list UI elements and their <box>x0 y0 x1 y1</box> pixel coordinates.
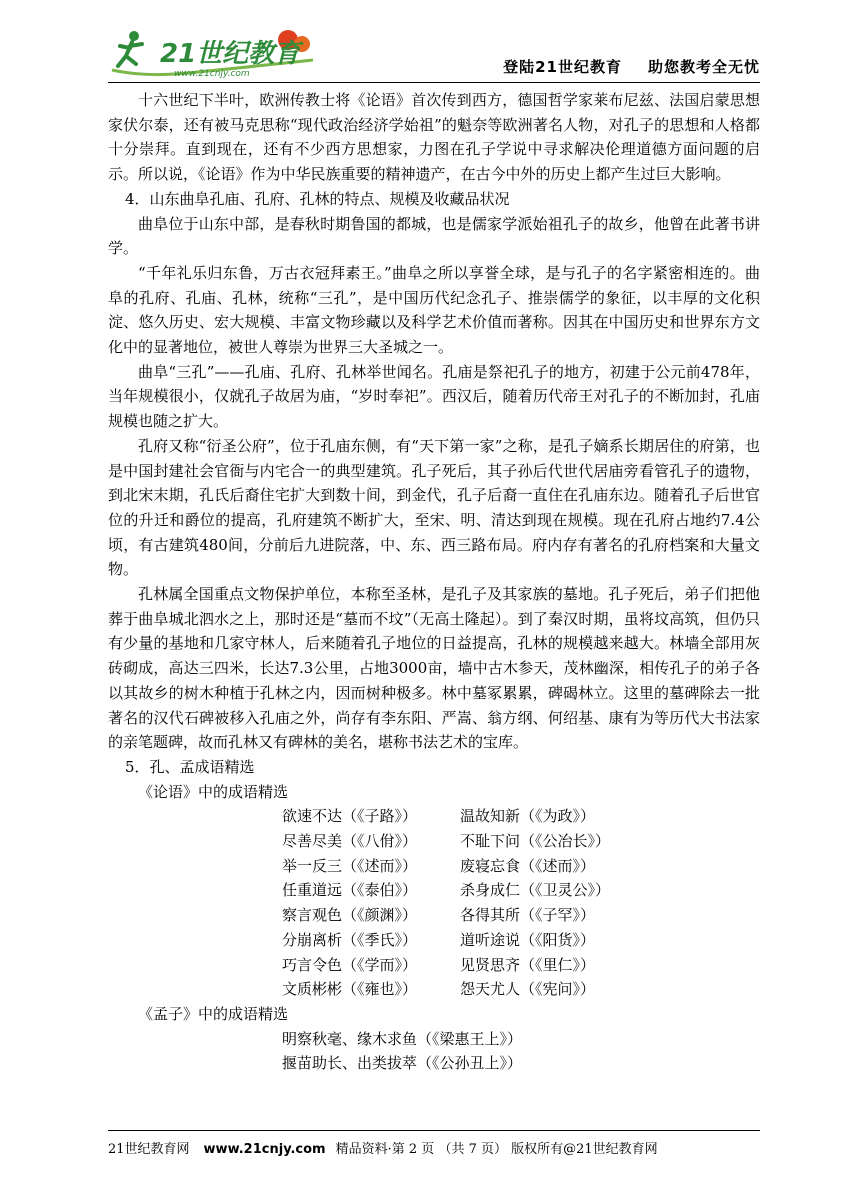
runner-head-icon <box>129 31 139 41</box>
logo-text: 21世纪教育 <box>160 39 301 69</box>
idiom-item: 欲速不达（《子路》） <box>282 807 418 826</box>
idiom-item: 巧言令色（《学而》） <box>282 955 418 974</box>
mengzi-idiom-item: 明察秋毫、缘木求鱼（《梁惠王上》） <box>282 1029 523 1048</box>
idiom-item: 尽善尽美（《八佾》） <box>282 832 418 851</box>
idiom-item: 分崩离析（《季氏》） <box>282 930 418 949</box>
page-header <box>108 26 760 82</box>
paragraph-qufu-location: 曲阜位于山东中部，是春秋时期鲁国的都城，也是儒家学派始祖孔子的故乡，他曾在此著书讲学。 <box>108 214 760 258</box>
idiom-row <box>282 878 760 903</box>
logo-url: www.21cnjy.com <box>174 69 250 79</box>
idiom-item: 举一反三（《述而》） <box>282 856 418 875</box>
idiom-row <box>282 829 760 854</box>
site-logo[interactable] <box>108 26 328 82</box>
paragraph-three-kong: “千年礼乐归东鲁，万古衣冠拜素王。”曲阜之所以享誉全球，是与孔子的名字紧密相连的。曲阜的孔府、孔庙、孔林，统称“三孔”，是中国历代纪念孔子、推崇儒学的象征，以丰厚的文化积淀、悠久历史、宏大规模、丰富文物珍藏以及科学艺术价值而著称。因其在中国历史和世界东方文化中的显著地位，被世人尊崇为世界三大圣城之一。 <box>108 263 760 357</box>
mengzi-idiom-item: 揠苗助长、出类拔萃（《公孙丑上》） <box>282 1054 523 1073</box>
idiom-item: 不耻下问（《公冶长》） <box>460 832 611 851</box>
idiom-item: 废寝忘食（《述而》） <box>460 856 596 875</box>
runner-icon <box>118 42 142 66</box>
paragraph-west-influence: 十六世纪下半叶，欧洲传教士将《论语》首次传到西方，德国哲学家莱布尼兹、法国启蒙思想家伏尔泰，还有被马克思称“现代政治经济学始祖”的魁奈等欧洲著名人物，对孔子的思想和人格都十分崇拜。直到现在，还有不少西方思想家，力图在孔子学说中寻求解决伦理道德方面问题的启示。所以说，《论语》作为中华民族重要的精神遗产，在古今中外的历史上都产生过巨大影响。 <box>108 91 760 184</box>
footer-url-link[interactable]: www.21cnjy.com <box>203 1142 326 1157</box>
idiom-item: 杀身成仁（《卫灵公》） <box>460 881 611 900</box>
section-heading-5: 5．孔、孟成语精选 <box>125 757 255 776</box>
idiom-item: 任重道远（《泰伯》） <box>282 881 418 900</box>
idiom-row <box>282 977 760 1002</box>
idiom-row <box>282 804 760 829</box>
paragraph-kong-mansion: 孔府又称“衍圣公府”，位于孔庙东侧，有“天下第一家”之称，是孔子嫡系长期居住的府第，也是中国封建社会官衙与内宅合一的典型建筑。孔子死后，其子孙后代世代居庙旁看管孔子的遗物，到北宋末期，孔氏后裔住宅扩大到数十间，到金代，孔子后裔一直住在孔庙东边。随着孔子后世官位的升迁和爵位的提高，孔府建筑不断扩大，至宋、明、清达到现在规模。现在孔府占地约7.4公顷，有古建筑480间，分前后九进院落，中、东、西三路布局。府内存有著名的孔府档案和大量文物。 <box>108 436 760 579</box>
lunyu-idioms-title: 《论语》中的成语精选 <box>138 782 289 801</box>
idiom-item: 文质彬彬（《雍也》） <box>282 980 418 999</box>
lunyu-idioms-table <box>282 804 760 1002</box>
header-slogan <box>503 56 760 77</box>
idiom-item: 见贤思齐（《里仁》） <box>460 955 596 974</box>
document-body <box>108 88 760 1076</box>
header-divider <box>108 82 760 83</box>
idiom-row <box>282 953 760 978</box>
idiom-item: 各得其所（《子罕》） <box>460 906 596 925</box>
idiom-row <box>282 903 760 928</box>
paragraph-kong-temple: 曲阜“三孔”——孔庙、孔府、孔林举世闻名。孔庙是祭祀孔子的地方，初建于公元前478年，当年规模很小，仅就孔子故居为庙，“岁时奉祀”。西汉后，随着历代帝王对孔子的不断加封，孔庙规模也随之扩大。 <box>108 362 760 431</box>
idiom-row <box>282 854 760 879</box>
idiom-item: 察言观色（《颜渊》） <box>282 906 418 925</box>
idiom-row <box>282 928 760 953</box>
slogan-right: 助您教考全无忧 <box>647 58 760 76</box>
paragraph-kong-forest: 孔林属全国重点文物保护单位，本称至圣林，是孔子及其家族的墓地。孔子死后，弟子们把他葬于曲阜城北泗水之上，那时还是“墓而不坟”（无高土隆起）。到了秦汉时期，虽将坟高筑，但仍只有少量的基地和几家守林人，后来随着孔子地位的日益提高，孔林的规模越来越大。林墙全部用灰砖砌成，高达三四米，长达7.3公里，占地3000亩，墙中古木参天，茂林幽深，相传孔子的弟子各以其故乡的树木种植于孔林之内，因而树种极多。林中墓冢累累，碑碣林立。这里的墓碑除去一批著名的汉代石碑被移入孔庙之外，尚存有李东阳、严嵩、翁方纲、何绍基、康有为等历代大书法家的亲笔题碑，故而孔林又有碑林的美名，堪称书法艺术的宝库。 <box>108 585 760 752</box>
idiom-item: 温故知新（《为政》） <box>460 807 596 826</box>
footer-total-pages: （共 7 页） <box>438 1142 507 1157</box>
footer-site-name: 21世纪教育网 <box>108 1142 190 1157</box>
mengzi-idioms-title: 《孟子》中的成语精选 <box>138 1004 289 1023</box>
footer-page-suffix: 页 <box>421 1142 435 1157</box>
idiom-item: 道听途说（《阳货》） <box>460 930 596 949</box>
footer-divider <box>108 1130 760 1131</box>
section-heading-4: 4．山东曲阜孔庙、孔府、孔林的特点、规模及收藏品状况 <box>125 189 510 208</box>
footer-copyright: 版权所有@21世纪教育网 <box>511 1142 658 1157</box>
footer-page-number: 2 <box>408 1142 418 1157</box>
footer-page-label: 精品资料·第 <box>335 1142 405 1157</box>
idiom-item: 怨天尤人（《宪问》） <box>460 980 596 999</box>
slogan-left: 登陆21世纪教育 <box>503 58 622 76</box>
page-footer <box>108 1138 760 1157</box>
